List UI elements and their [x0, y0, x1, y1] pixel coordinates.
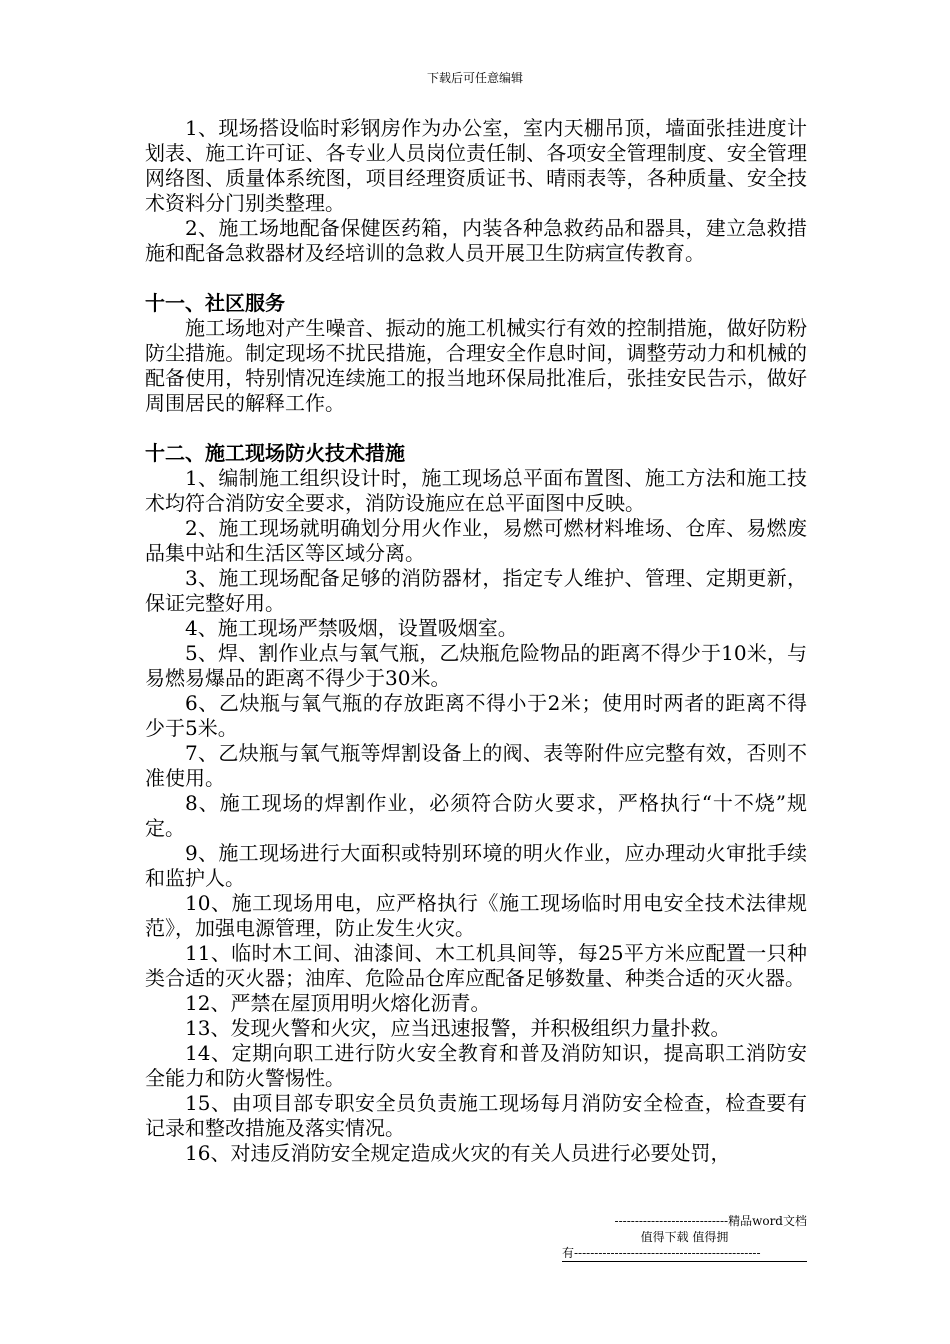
list-item: 11、临时木工间、油漆间、木工机具间等，每25平方米应配置一只种类合适的灭火器；油库、危险品仓库应配备足够数量、种类合适的灭火器。: [145, 941, 807, 990]
list-item: 2、施工现场就明确划分用火作业，易燃可燃材料堆场、仓库、易燃废品集中站和生活区等区域分离。: [145, 516, 807, 565]
section-12-title: 十二、施工现场防火技术措施: [145, 441, 405, 465]
list-item: 4、施工现场严禁吸烟，设置吸烟室。: [185, 616, 518, 640]
list-item: 1、编制施工组织设计时，施工现场总平面布置图、施工方法和施工技术均符合消防安全要求，消防设施应在总平面图中反映。: [145, 466, 807, 515]
footer-note-line-3: 有----------------------------------------------: [562, 1245, 807, 1262]
section-12-body: [145, 466, 807, 1166]
list-item: 7、乙炔瓶与氧气瓶等焊割设备上的阀、表等附件应完整有效，否则不准使用。: [145, 741, 807, 790]
paragraph: 1、现场搭设临时彩钢房作为办公室，室内天棚吊顶，墙面张挂进度计划表、施工许可证、各专业人员岗位责任制、各项安全管理制度、安全管理网络图、质量体系统图，项目经理资质证书、晴雨表等，各种质量、安全技术资料分门别类整理。: [145, 116, 807, 215]
list-item: 13、发现火警和火灾，应当迅速报警，并积极组织力量扑救。: [185, 1016, 731, 1040]
list-item: 15、由项目部专职安全员负责施工现场每月消防安全检查，检查要有记录和整改措施及落实情况。: [145, 1091, 807, 1140]
document-body: [145, 116, 807, 1166]
paragraph: 2、施工场地配备保健医药箱，内装各种急救药品和器具，建立急救措施和配备急救器材及经培训的急救人员开展卫生防病宣传教育。: [145, 216, 807, 265]
section-11-body: [145, 316, 807, 416]
intro-block: [145, 116, 807, 266]
footer-note-line-2: 值得下载 值得拥: [640, 1230, 729, 1244]
list-item: 6、乙炔瓶与氧气瓶的存放距离不得小于2米；使用时两者的距离不得少于5米。: [145, 691, 807, 740]
section-11-title: 十一、社区服务: [145, 291, 285, 315]
list-item: 3、施工现场配备足够的消防器材，指定专人维护、管理、定期更新，保证完整好用。: [145, 566, 807, 615]
paragraph: 施工场地对产生噪音、振动的施工机械实行有效的控制措施，做好防粉防尘措施。制定现场不扰民措施，合理安全作息时间，调整劳动力和机械的配备使用，特别情况连续施工的报当地环保局批准后，张挂安民告示，做好周围居民的解释工作。: [145, 316, 807, 415]
list-item: 14、定期向职工进行防火安全教育和普及消防知识，提高职工消防安全能力和防火警惕性。: [145, 1041, 807, 1090]
list-item: 12、严禁在屋顶用明火熔化沥青。: [185, 991, 491, 1015]
list-item: 5、焊、割作业点与氧气瓶，乙炔瓶危险物品的距离不得少于10米，与易燃易爆品的距离不得少于30米。: [145, 641, 807, 690]
header-note: 下载后可任意编辑: [426, 71, 523, 85]
list-item: 8、施工现场的焊割作业，必须符合防火要求，严格执行“十不烧”规定。: [145, 791, 807, 840]
list-item: 10、施工现场用电，应严格执行《施工现场临时用电安全技术法律规范》，加强电源管理，防止发生火灾。: [145, 891, 807, 940]
list-item: 16、对违反消防安全规定造成火灾的有关人员进行必要处罚，: [185, 1141, 731, 1165]
footer-note-line-1: ----------------------------精品word文档: [614, 1214, 807, 1228]
footer-note: [562, 1213, 807, 1262]
list-item: 9、施工现场进行大面积或特别环境的明火作业，应办理动火审批手续和监护人。: [145, 841, 807, 890]
